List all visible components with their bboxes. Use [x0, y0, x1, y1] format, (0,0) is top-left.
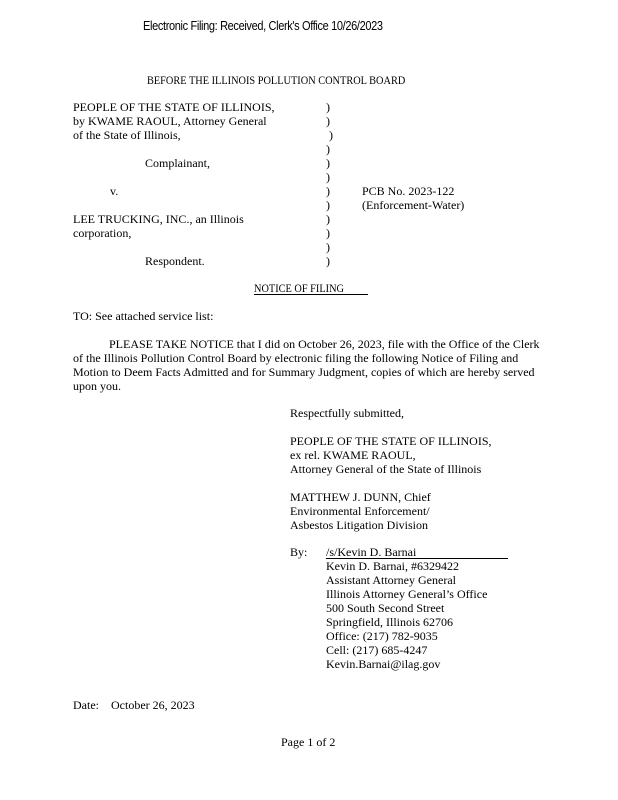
caption-paren: )	[329, 128, 333, 142]
signer-line-6: Office: (217) 782-9035	[326, 629, 438, 643]
body-line-2: of the Illinois Pollution Control Board by electronic filing the following Notice of Filing and	[73, 351, 519, 365]
caption-paren: )	[326, 226, 330, 240]
body-line-1: PLEASE TAKE NOTICE that I did on October 26, 2023, file with the Office of the Clerk	[109, 337, 540, 351]
respondent-line-1: LEE TRUCKING, INC., an Illinois	[73, 212, 244, 226]
versus-label: v.	[110, 184, 119, 198]
caption-paren: )	[326, 142, 330, 156]
by-label: By:	[290, 545, 308, 559]
caption-paren: )	[326, 184, 330, 198]
board-heading: BEFORE THE ILLINOIS POLLUTION CONTROL BOARD	[147, 73, 406, 87]
signer-line-7: Cell: (217) 685-4247	[326, 643, 428, 657]
division-line-3: Asbestos Litigation Division	[290, 518, 428, 532]
caption-paren: )	[326, 212, 330, 226]
case-type: (Enforcement-Water)	[362, 198, 465, 212]
date-value: October 26, 2023	[111, 698, 195, 712]
closing: Respectfully submitted,	[290, 406, 404, 420]
caption-paren: )	[326, 254, 330, 268]
complainant-line-1: PEOPLE OF THE STATE OF ILLINOIS,	[73, 100, 275, 114]
date-label: Date:	[73, 698, 99, 712]
party-line-1: PEOPLE OF THE STATE OF ILLINOIS,	[290, 434, 492, 448]
caption-paren: )	[326, 170, 330, 184]
caption-paren: )	[326, 240, 330, 254]
signature: /s/Kevin D. Barnai	[326, 545, 417, 559]
signer-line-2: Assistant Attorney General	[326, 573, 456, 587]
signer-line-4: 500 South Second Street	[326, 601, 445, 615]
notice-title: NOTICE OF FILING	[254, 281, 345, 295]
to-line: TO: See attached service list:	[73, 309, 214, 323]
caption-paren: )	[326, 100, 330, 114]
notice-title-underline	[254, 294, 368, 295]
efiling-stamp: Electronic Filing: Received, Clerk's Office 10/26/2023	[143, 19, 383, 33]
caption-paren: )	[326, 114, 330, 128]
body-line-3: Motion to Deem Facts Admitted and for Summary Judgment, copies of which are hereby served	[73, 365, 535, 379]
respondent-line-2: corporation,	[73, 226, 132, 240]
signer-line-3: Illinois Attorney General’s Office	[326, 587, 488, 601]
caption-paren: )	[326, 156, 330, 170]
complainant-line-2: by KWAME RAOUL, Attorney General	[73, 114, 267, 128]
page-number: Page 1 of 2	[281, 735, 336, 749]
party-line-2: ex rel. KWAME RAOUL,	[290, 448, 416, 462]
signer-line-1: Kevin D. Barnai, #6329422	[326, 559, 459, 573]
division-line-2: Environmental Enforcement/	[290, 504, 430, 518]
caption-paren: )	[326, 198, 330, 212]
party-line-3: Attorney General of the State of Illinois	[290, 462, 482, 476]
complainant-line-3: of the State of Illinois,	[73, 128, 181, 142]
body-line-4: upon you.	[73, 379, 121, 393]
signer-email: Kevin.Barnai@ilag.gov	[326, 657, 441, 671]
respondent-role: Respondent.	[145, 254, 205, 268]
case-number: PCB No. 2023-122	[362, 184, 455, 198]
signer-line-5: Springfield, Illinois 62706	[326, 615, 453, 629]
complainant-role: Complainant,	[145, 156, 210, 170]
division-line-1: MATTHEW J. DUNN, Chief	[290, 490, 431, 504]
